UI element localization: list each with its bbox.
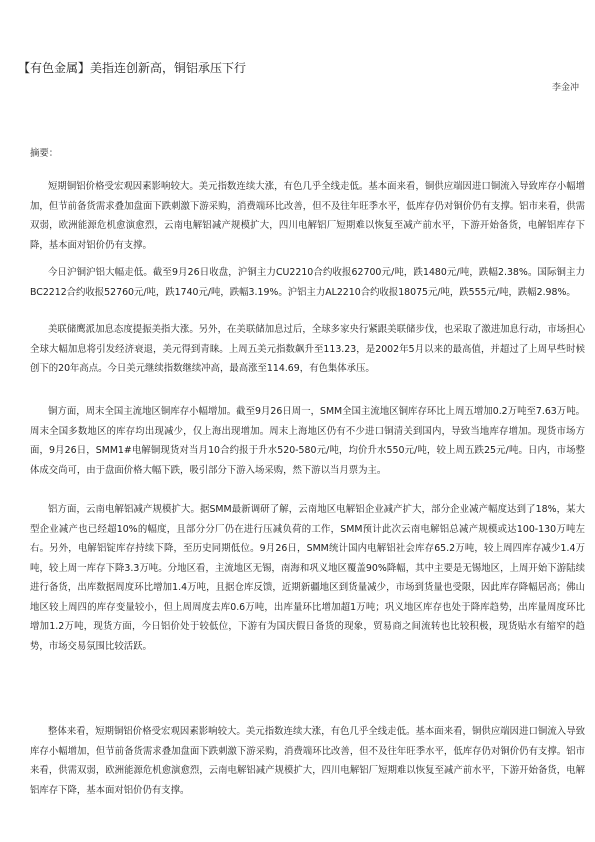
article-title: 【有色金属】美指连创新高，铜铝承压下行: [18, 61, 247, 75]
author-name: 李金冲: [551, 83, 579, 93]
abstract-label: 摘要：: [30, 148, 59, 159]
paragraph-conclusion: 整体来看，短期铜铝价格受宏观因素影响较大。美元指数连续大涨，有色几乎全线走低。基本面来看，铜供应端因进口铜流入导致库存小幅增加，但节前备货需求叠加盘面下跌刺激下游采购，消费端环比改善，但不及往年旺季水平，低库存仍对铜价仍有支撑。铝市来看，供需双弱，欧洲能源危机愈演愈烈，云南电解铝减产规模扩大，四川电解铝厂短期难以恢复至减产前水平，下游开始备货，电解铝库存下降，基本面对铝价仍有支撑。: [30, 726, 585, 796]
paragraph-fed-dollar: 美联储鹰派加息态度提振美指大涨。另外，在美联储加息过后，全球多家央行紧跟美联储步伐，也采取了激进加息行动，市场担心全球大幅加息将引发经济衰退，美元得到青睐。上周五美元指数飙升至113.23，是2002年5月以来的最高值，并超过了上周早些时候创下的20年高点。今日美元继续指数继续冲高，最高涨至114.69，有色集体承压。: [30, 324, 585, 374]
paragraph-market-close: 今日沪铜沪铝大幅走低。截至9月26日收盘，沪铜主力CU2210合约收报62700元/吨，跌1480元/吨，跌幅2.38%。国际铜主力BC2212合约收报52760元/吨，跌1740元/吨，跌幅3.19%。沪铝主力AL2210合约收报18075元/吨，跌555元/吨，跌幅2.98%。: [30, 267, 585, 298]
paragraph-summary: 短期铜铝价格受宏观因素影响较大。美元指数连续大涨，有色几乎全线走低。基本面来看，铜供应端因进口铜流入导致库存小幅增加，但节前备货需求叠加盘面下跌刺激下游采购，消费端环比改善，但不及往年旺季水平，低库存仍对铜价仍有支撑。铝市来看，供需双弱，欧洲能源危机愈演愈烈，云南电解铝减产规模扩大，四川电解铝厂短期难以恢复至减产前水平，下游开始备货，电解铝库存下降，基本面对铝价仍有支撑。: [30, 181, 585, 251]
paragraph-copper: 铜方面，周末全国主流地区铜库存小幅增加。截至9月26日周一，SMM全国主流地区铜库存环比上周五增加0.2万吨至7.63万吨。周末全国多数地区的库存均出现减少，仅上海出现增加。周末上海地区仍有不少进口铜清关到国内，导致当地库存增加。现货市场方面，9月26日，SMM1#电解铜现货对当月10合约报于升水520-580元/吨，均价升水550元/吨，较上周五跌25元/吨。日内，市场整体成交尚可，由于盘面价格大幅下跌，吸引部分下游入场采购，然下游以当月票为主。: [30, 406, 585, 476]
paragraph-aluminum: 铝方面，云南电解铝减产规模扩大。据SMM最新调研了解，云南地区电解铝企业减产扩大，部分企业减产幅度达到了18%，某大型企业减产也已经超10%的幅度，且部分分厂仍在进行压减负荷的工作，SMM预计此次云南电解铝总减产规模或达100-130万吨左右。另外，电解铝锭库存持续下降，至历史同期低位。9月26日，SMM统计国内电解铝社会库存65.2万吨，较上周四库存减少1.4万吨，较上周一库存下降3.3万吨。分地区看，主流地区无锡，南海和巩义地区覆盖90%降幅，其中主要是无锡地区，上周开始下游陆续进行备货，出库数据周度环比增加1.4万吨，且据仓库反馈，近期新疆地区到货量减少，市场到货量也受限，因此库存降幅居高；佛山地区较上周四的库存变量较小，但上周周度去库0.6万吨，出库量环比增加超1万吨；巩义地区库存也处于降库趋势，出库量周度环比增加1.2万吨，现货方面，今日铝价处于较低位，下游有为国庆假日备货的现象，贸易商之间流转也比较积极，现货贴水有缩窄的趋势，市场交易氛围比较活跃。: [30, 504, 585, 652]
